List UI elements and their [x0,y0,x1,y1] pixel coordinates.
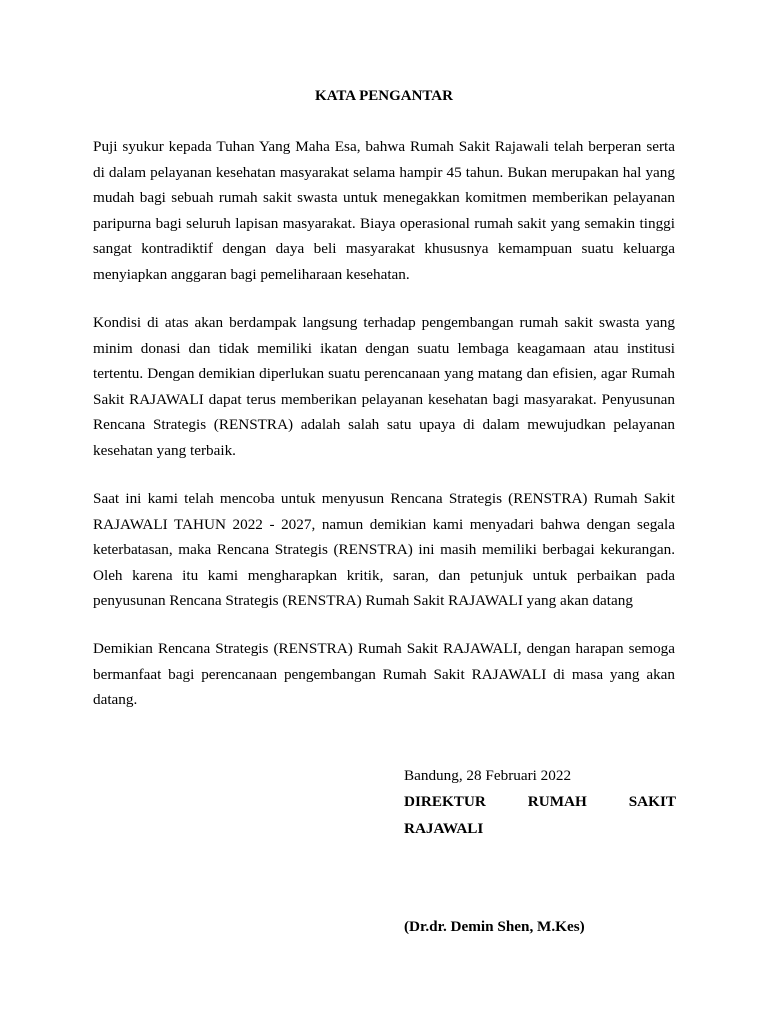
paragraph-2: Kondisi di atas akan berdampak langsung terhadap pengembangan rumah sakit swasta yang minim donasi dan tidak memiliki ikatan dengan suatu lembaga keagamaan atau institusi tertentu. Dengan demikian diperlukan suatu perencanaan yang matang dan efisien, agar Rumah Sakit RAJAWALI dapat terus memberikan pelayanan kesehatan bagi masyarakat. Penyusunan Rencana Strategis (RENSTRA) adalah salah satu upaya di dalam mewujudkan pelayanan kesehatan yang terbaik. [93,314,675,459]
signature-name: (Dr.dr. Demin Shen, M.Kes) [404,918,585,935]
paragraph-3: Saat ini kami telah mencoba untuk menyusun Rencana Strategis (RENSTRA) Rumah Sakit RAJAWALI TAHUN 2022 - 2027, namun demikian kami menyadari bahwa dengan segala keterbatasan, maka Rencana Strategis (RENSTRA) ini masih memiliki berbagai kekurangan. Oleh karena itu kami mengharapkan kritik, saran, dan petunjuk untuk perbaikan pada penyusunan Rencana Strategis (RENSTRA) Rumah Sakit RAJAWALI yang akan datang [93,490,675,609]
paragraph-4: Demikian Rencana Strategis (RENSTRA) Rumah Sakit RAJAWALI, dengan harapan semoga bermanfaat bagi perencanaan pengembangan Rumah Sakit RAJAWALI di masa yang akan datang. [93,640,675,708]
signature-place-date: Bandung, 28 Februari 2022 [404,767,572,784]
paragraph-1: Puji syukur kepada Tuhan Yang Maha Esa, bahwa Rumah Sakit Rajawali telah berperan serta di dalam pelayanan kesehatan masyarakat selama hampir 45 tahun. Bukan merupakan hal yang mudah bagi sebuah rumah sakit swasta untuk menegakkan komitmen memberikan pelayanan paripurna bagi seluruh lapisan masyarakat. Biaya operasional rumah sakit yang semakin tinggi sangat kontradiktif dengan daya beli masyarakat khususnya kemampuan suatu keluarga menyiapkan anggaran bagi pemeliharaan kesehatan. [93,138,675,283]
page-title: KATA PENGANTAR [315,88,453,104]
signature-position: DIREKTUR RUMAH SAKIT RAJAWALI [404,793,676,837]
